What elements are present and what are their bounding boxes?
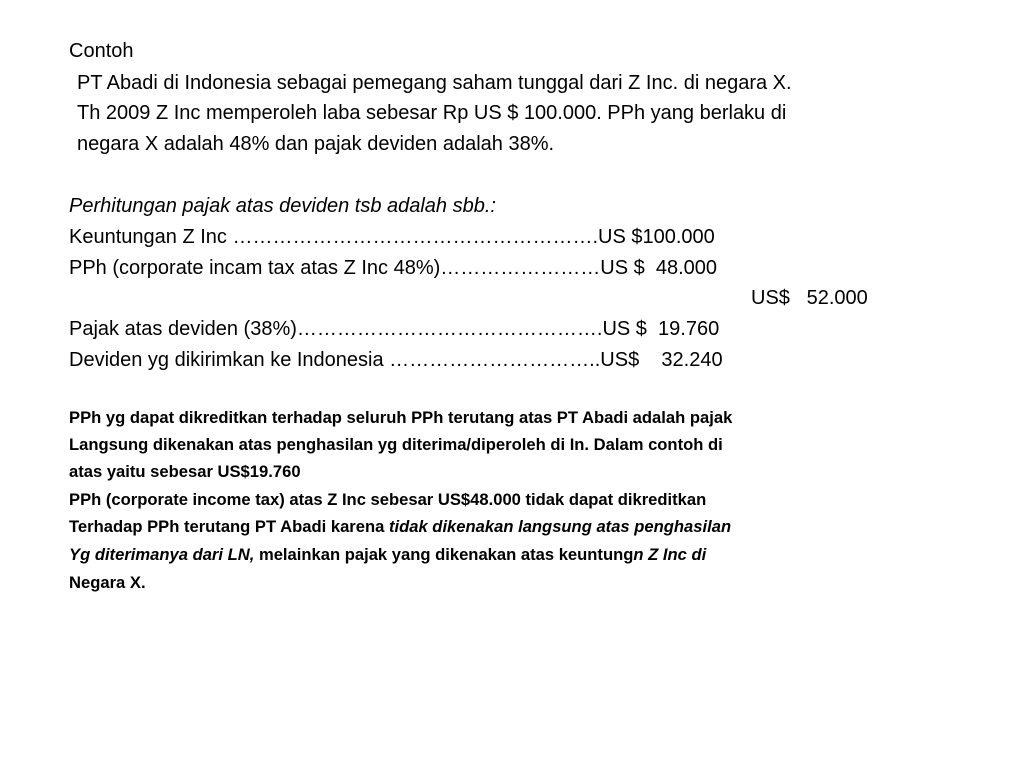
example-heading: Contoh [69, 40, 134, 62]
calc-row-deviden-dikirim: Deviden yg dikirimkan ke Indonesia …………………………..US$ 32.240 [69, 349, 723, 371]
calc-row-subtotal: US$ 52.000 [751, 287, 868, 309]
explanation-para2-line2-italic: tidak dikenakan langsung atas penghasilan [388, 517, 732, 536]
explanation-para2-line3 [69, 541, 706, 568]
explanation-para2-line1: PPh (corporate income tax) atas Z Inc sebesar US$48.000 tidak dapat dikreditkan [69, 490, 707, 509]
explanation-para1-line1: PPh yg dapat dikreditkan terhadap seluruh PPh terutang atas PT Abadi adalah pajak [69, 408, 733, 427]
example-line-1: PT Abadi di Indonesia sebagai pemegang saham tunggal dari Z Inc. di negara X. [77, 72, 792, 94]
explanation-para1-line2: Langsung dikenakan atas penghasilan yg diterima/diperoleh di In. Dalam contoh di [69, 435, 723, 454]
calc-row-pajak-deviden: Pajak atas deviden (38%)……………………………………….US $ 19.760 [69, 318, 720, 340]
calc-row-pph: PPh (corporate incam tax atas Z Inc 48%)……………………US $ 48.000 [69, 257, 718, 279]
example-line-3: negara X adalah 48% dan pajak deviden adalah 38%. [77, 133, 555, 155]
calc-row-keuntungan: Keuntungan Z Inc ……………………………………………….US $100.000 [69, 226, 715, 248]
explanation-para2-line2-normal: Terhadap PPh terutang PT Abadi karena [69, 517, 389, 536]
explanation-para2-line2 [69, 513, 731, 540]
calculation-title: Perhitungan pajak atas deviden tsb adalah sbb.: [69, 195, 496, 217]
explanation-para1-line3: atas yaitu sebesar US$19.760 [69, 462, 301, 481]
explanation-para2-line3-italic: Yg diterimanya dari LN, [69, 545, 255, 564]
explanation-para2-line3-italic-end: n Z Inc di [633, 545, 707, 564]
explanation-para2-line3-normal: melainkan pajak yang dikenakan atas keuntung [254, 545, 634, 564]
explanation-para2-line4: Negara X. [69, 573, 146, 592]
example-line-2: Th 2009 Z Inc memperoleh laba sebesar Rp US $ 100.000. PPh yang berlaku di [77, 102, 787, 124]
